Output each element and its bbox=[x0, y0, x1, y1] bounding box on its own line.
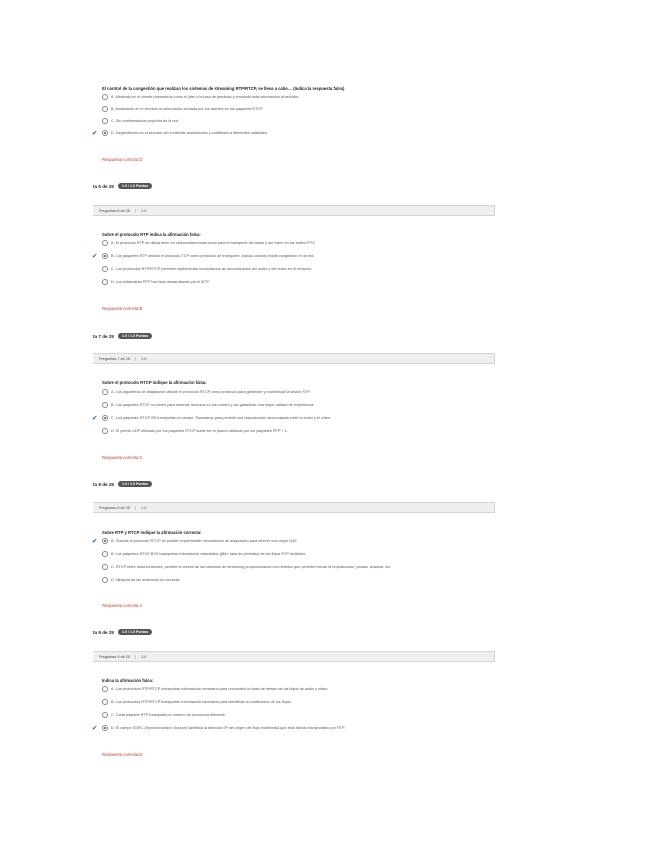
option-a[interactable]: ✔ A. Gracias al protocolo RTCP se pueden implementar mecanismos de adaptación para ofrecer una mejor QoE. bbox=[92, 538, 298, 545]
question-heading: ta 6 de 25 1.0 / 1.0 Puntos bbox=[93, 181, 152, 191]
correct-check-icon: ✔ bbox=[92, 130, 98, 137]
option-d[interactable]: ✔ D. El campo SSRC (Synchronization Source) identifica la dirección IP del origen del flujo multimedia que está siendo transportado por RTP. bbox=[92, 725, 346, 732]
question-stem: Sobre el protocolo RTP indica la afirmación falsa: bbox=[102, 232, 201, 237]
radio-button[interactable] bbox=[102, 266, 108, 272]
option-c[interactable]: C. RTCP entre otras funciones, permite el control de las sesiones de streaming proporcionando los métodos que permiten iniciar la reproducción, pausar, avanzar, etc. bbox=[102, 564, 391, 570]
radio-button[interactable] bbox=[102, 402, 108, 408]
option-d[interactable]: ✔ D. Dependiendo en el servidor del contenido almacenado y codificado a diferentes calidades. bbox=[92, 130, 268, 137]
radio-button[interactable] bbox=[102, 106, 108, 112]
option-b[interactable]: B. Los paquetes RTCP no sirven para reservar recursos en los routers y así garantizar una mejor calidad de experiencia. bbox=[102, 402, 314, 408]
correct-check-icon: ✔ bbox=[92, 253, 98, 260]
option-a[interactable]: A. Los algoritmos de adaptación utilizan el protocolo RTCP como protocolo para gestionar y monitorizar la sesión RTP. bbox=[102, 389, 310, 395]
score-badge: 1.0 / 1.0 Puntos bbox=[118, 333, 152, 339]
question-stem: Sobre el protocolo RTCP indique la afirmación falsa: bbox=[102, 380, 207, 385]
radio-button[interactable] bbox=[102, 118, 108, 124]
question-number: Preguntas 9 de 25 bbox=[93, 655, 136, 659]
question-bar bbox=[93, 353, 495, 364]
question-heading: ta 8 de 25 1.0 / 1.0 Puntos bbox=[93, 479, 152, 489]
option-b[interactable]: B. Los paquetes RTCP BYE transportan información estadística (jitter, tasa de pérdidas) de los flujos RTP recibidos. bbox=[102, 551, 306, 557]
question-points: 1.0 bbox=[141, 208, 147, 213]
radio-button-selected[interactable] bbox=[102, 725, 108, 731]
radio-button-selected[interactable] bbox=[102, 415, 108, 421]
option-a[interactable]: A. Midiendo en el cliente parámetros como el jitter o la tasa de pérdidas y enviando esta información al servidor. bbox=[102, 94, 299, 100]
correct-answer: Respuesta correcta:C bbox=[102, 455, 143, 460]
option-a[interactable]: A. Los protocolos RTP/RTCP transportan información necesaria para reconstruir la base de tiempo de los flujos de audio y vídeo. bbox=[102, 686, 328, 692]
correct-answer: Respuesta correcta:B bbox=[102, 306, 143, 311]
question-number: Preguntas 8 de 25 bbox=[93, 506, 136, 510]
option-d[interactable]: D. Ninguna de las anteriores es correcta. bbox=[102, 577, 180, 583]
option-b[interactable]: B. Los protocolos RTP/RTCP transportan información necesaria para identificar la codificación de los flujos. bbox=[102, 699, 292, 705]
option-c[interactable]: C. Los protocolos RTP/RTCP permiten implementar mecanismos de sincronización del audio y del vídeo en el receptor. bbox=[102, 266, 312, 272]
radio-button-selected[interactable] bbox=[102, 538, 108, 544]
correct-check-icon: ✔ bbox=[92, 725, 98, 732]
question-stem: Indica la afirmación falsa: bbox=[102, 678, 154, 683]
question-heading: ta 9 de 25 1.0 / 1.0 Puntos bbox=[93, 627, 152, 637]
question-heading: ta 7 de 25 1.0 / 1.0 Puntos bbox=[93, 331, 152, 341]
correct-answer: Respuesta correcta:D bbox=[102, 752, 143, 757]
question-points: 1.0 bbox=[141, 654, 147, 659]
option-c[interactable]: ✔ C. Los paquetes RTCP SR transportan el campo. Timestamp para permitir una reproducción sincronizada entre el audio y el vídeo. bbox=[92, 415, 332, 422]
radio-button[interactable] bbox=[102, 686, 108, 692]
correct-check-icon: ✔ bbox=[92, 415, 98, 422]
radio-button[interactable] bbox=[102, 389, 108, 395]
radio-button[interactable] bbox=[102, 551, 108, 557]
radio-button[interactable] bbox=[102, 94, 108, 100]
radio-button-selected[interactable] bbox=[102, 130, 108, 136]
radio-button[interactable] bbox=[102, 712, 108, 718]
option-a[interactable]: A. El protocolo RTP se utiliza tanto en videoconferencias como para el transporte del audio y del vídeo en las redes IPTV. bbox=[102, 240, 315, 246]
question-bar bbox=[93, 502, 495, 513]
question-points: 1.0 bbox=[141, 356, 147, 361]
option-d[interactable]: D. Los estándares RTP han sido desarrollados por el IETF. bbox=[102, 279, 210, 285]
option-d[interactable]: D. El puerto UDP utilizado por los paquetes RTCP suele ser el puerto utilizado por los paquetes RTP + 1. bbox=[102, 428, 288, 434]
option-c[interactable]: C. Sin realimentación explícita de la red. bbox=[102, 118, 179, 124]
correct-check-icon: ✔ bbox=[92, 538, 98, 545]
question-bar bbox=[93, 651, 495, 662]
score-badge: 1.0 / 1.0 Puntos bbox=[118, 183, 152, 189]
correct-answer: Respuesta correcta:A bbox=[102, 603, 143, 608]
radio-button[interactable] bbox=[102, 428, 108, 434]
option-c[interactable]: C. Cada paquete RTP transporta un número de secuencia diferente. bbox=[102, 712, 226, 718]
score-badge: 1.0 / 1.0 Puntos bbox=[118, 481, 152, 487]
radio-button[interactable] bbox=[102, 240, 108, 246]
radio-button-selected[interactable] bbox=[102, 253, 108, 259]
question-points: 1.0 bbox=[141, 505, 147, 510]
correct-answer: Respuesta correcta:D bbox=[102, 157, 143, 162]
question-number: Preguntas 7 de 25 bbox=[93, 357, 136, 361]
radio-button[interactable] bbox=[102, 577, 108, 583]
radio-button[interactable] bbox=[102, 564, 108, 570]
question-number: Preguntas 6 de 25 bbox=[93, 209, 136, 213]
question-stem: El control de la congestión que realizan los sistemas de streaming RTP/RTCP, se lleva a cabo… (Indica la respuesta falsa) bbox=[102, 86, 345, 91]
score-badge: 1.0 / 1.0 Puntos bbox=[118, 629, 152, 635]
question-bar bbox=[93, 205, 495, 216]
radio-button[interactable] bbox=[102, 279, 108, 285]
radio-button[interactable] bbox=[102, 699, 108, 705]
question-stem: Sobre RTP y RTCP indique la afirmación correcta: bbox=[102, 530, 202, 535]
option-b[interactable]: ✔ B. Los paquetes RTP utilizan el protocolo TCP como protocolo de transporte, incluso cuando existe congestión en la red. bbox=[92, 253, 315, 260]
option-b[interactable]: B. Analizando en el servidor la información enviada por los clientes en los paquetes RTCP. bbox=[102, 106, 263, 112]
